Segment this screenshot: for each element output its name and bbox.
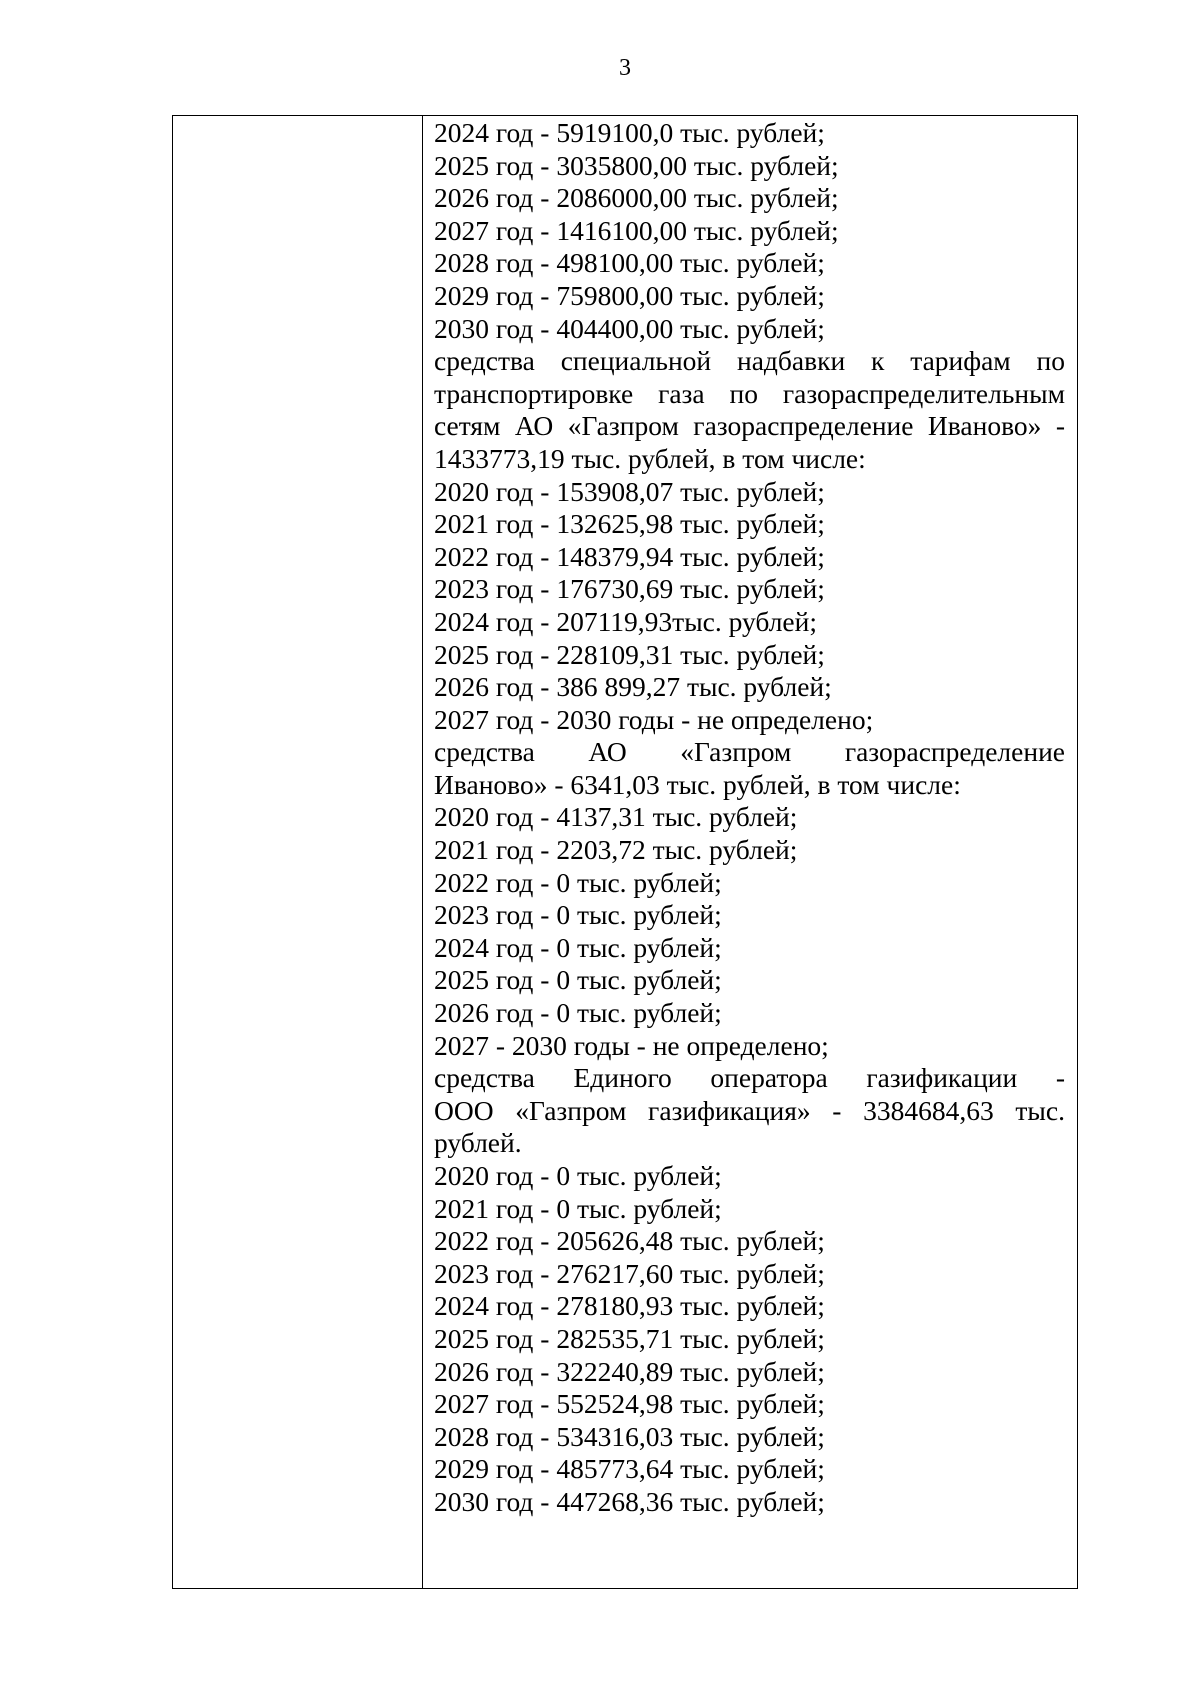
text-line: 2020 год - 0 тыс. рублей;	[434, 1160, 722, 1191]
text-line: средства АО «Газпром газораспределение	[434, 736, 1065, 768]
text-line: 2024 год - 207119,93тыс. рублей;	[434, 605, 817, 637]
text-line: транспортировке газа по газораспределительным	[434, 377, 1065, 409]
text-line: 2025 год - 282535,71 тыс. рублей;	[434, 1322, 825, 1354]
text-line: 2026 год - 386 899,27 тыс. рублей;	[434, 671, 832, 703]
text-line: 2023 год - 276217,60 тыс. рублей;	[434, 1257, 825, 1289]
funding-lines	[434, 117, 1065, 1519]
text-line: 2027 год - 552524,98 тыс. рублей;	[434, 1388, 825, 1420]
text-line: 2025 год - 0 тыс. рублей;	[434, 964, 722, 996]
page-number: 3	[619, 55, 631, 81]
text-line: 1433773,19 тыс. рублей, в том числе:	[434, 442, 866, 474]
text-line: 2025 год - 3035800,00 тыс. рублей;	[434, 149, 839, 181]
text-line: 2024 год - 5919100,0 тыс. рублей;	[434, 117, 825, 148]
text-line: сетям АО «Газпром газораспределение Иваново» -	[434, 410, 1065, 442]
text-line: 2026 год - 2086000,00 тыс. рублей;	[434, 182, 839, 214]
text-line: 2026 год - 0 тыс. рублей;	[434, 997, 722, 1029]
text-line: 2020 год - 4137,31 тыс. рублей;	[434, 801, 798, 833]
text-line: 2027 год - 1416100,00 тыс. рублей;	[434, 214, 839, 246]
text-line: 2028 год - 498100,00 тыс. рублей;	[434, 247, 825, 279]
table-row	[173, 116, 1078, 1589]
text-line: 2021 год - 132625,98 тыс. рублей;	[434, 508, 825, 540]
funding-details-cell	[423, 116, 1078, 1589]
empty-label-cell	[173, 116, 423, 1589]
text-line: 2022 год - 148379,94 тыс. рублей;	[434, 540, 825, 572]
text-line: 2029 год - 485773,64 тыс. рублей;	[434, 1453, 825, 1485]
text-line: 2022 год - 205626,48 тыс. рублей;	[434, 1225, 825, 1257]
text-line: 2020 год - 153908,07 тыс. рублей;	[434, 475, 825, 507]
funding-table	[172, 115, 1078, 1589]
text-line: Иваново» - 6341,03 тыс. рублей, в том числе:	[434, 768, 961, 800]
text-line: средства специальной надбавки к тарифам по	[434, 345, 1065, 377]
text-line: 2021 год - 2203,72 тыс. рублей;	[434, 834, 798, 866]
text-line: 2024 год - 278180,93 тыс. рублей;	[434, 1290, 825, 1322]
text-line: 2025 год - 228109,31 тыс. рублей;	[434, 638, 825, 670]
text-line: 2030 год - 404400,00 тыс. рублей;	[434, 312, 825, 344]
text-line: 2029 год - 759800,00 тыс. рублей;	[434, 279, 825, 311]
text-line: 2030 год - 447268,36 тыс. рублей;	[434, 1485, 825, 1517]
text-line: 2024 год - 0 тыс. рублей;	[434, 931, 722, 963]
text-line: 2023 год - 0 тыс. рублей;	[434, 899, 722, 931]
text-line: 2022 год - 0 тыс. рублей;	[434, 866, 722, 898]
text-line: средства Единого оператора газификации -	[434, 1062, 1065, 1094]
text-line: 2028 год - 534316,03 тыс. рублей;	[434, 1420, 825, 1452]
text-line: 2027 год - 2030 годы - не определено;	[434, 703, 874, 735]
text-line: 2027 - 2030 годы - не определено;	[434, 1029, 829, 1061]
text-line: 2023 год - 176730,69 тыс. рублей;	[434, 573, 825, 605]
text-line: 2026 год - 322240,89 тыс. рублей;	[434, 1355, 825, 1387]
text-line: рублей.	[434, 1127, 522, 1159]
text-line: ООО «Газпром газификация» - 3384684,63 тыс.	[434, 1094, 1065, 1126]
text-line: 2021 год - 0 тыс. рублей;	[434, 1192, 722, 1224]
